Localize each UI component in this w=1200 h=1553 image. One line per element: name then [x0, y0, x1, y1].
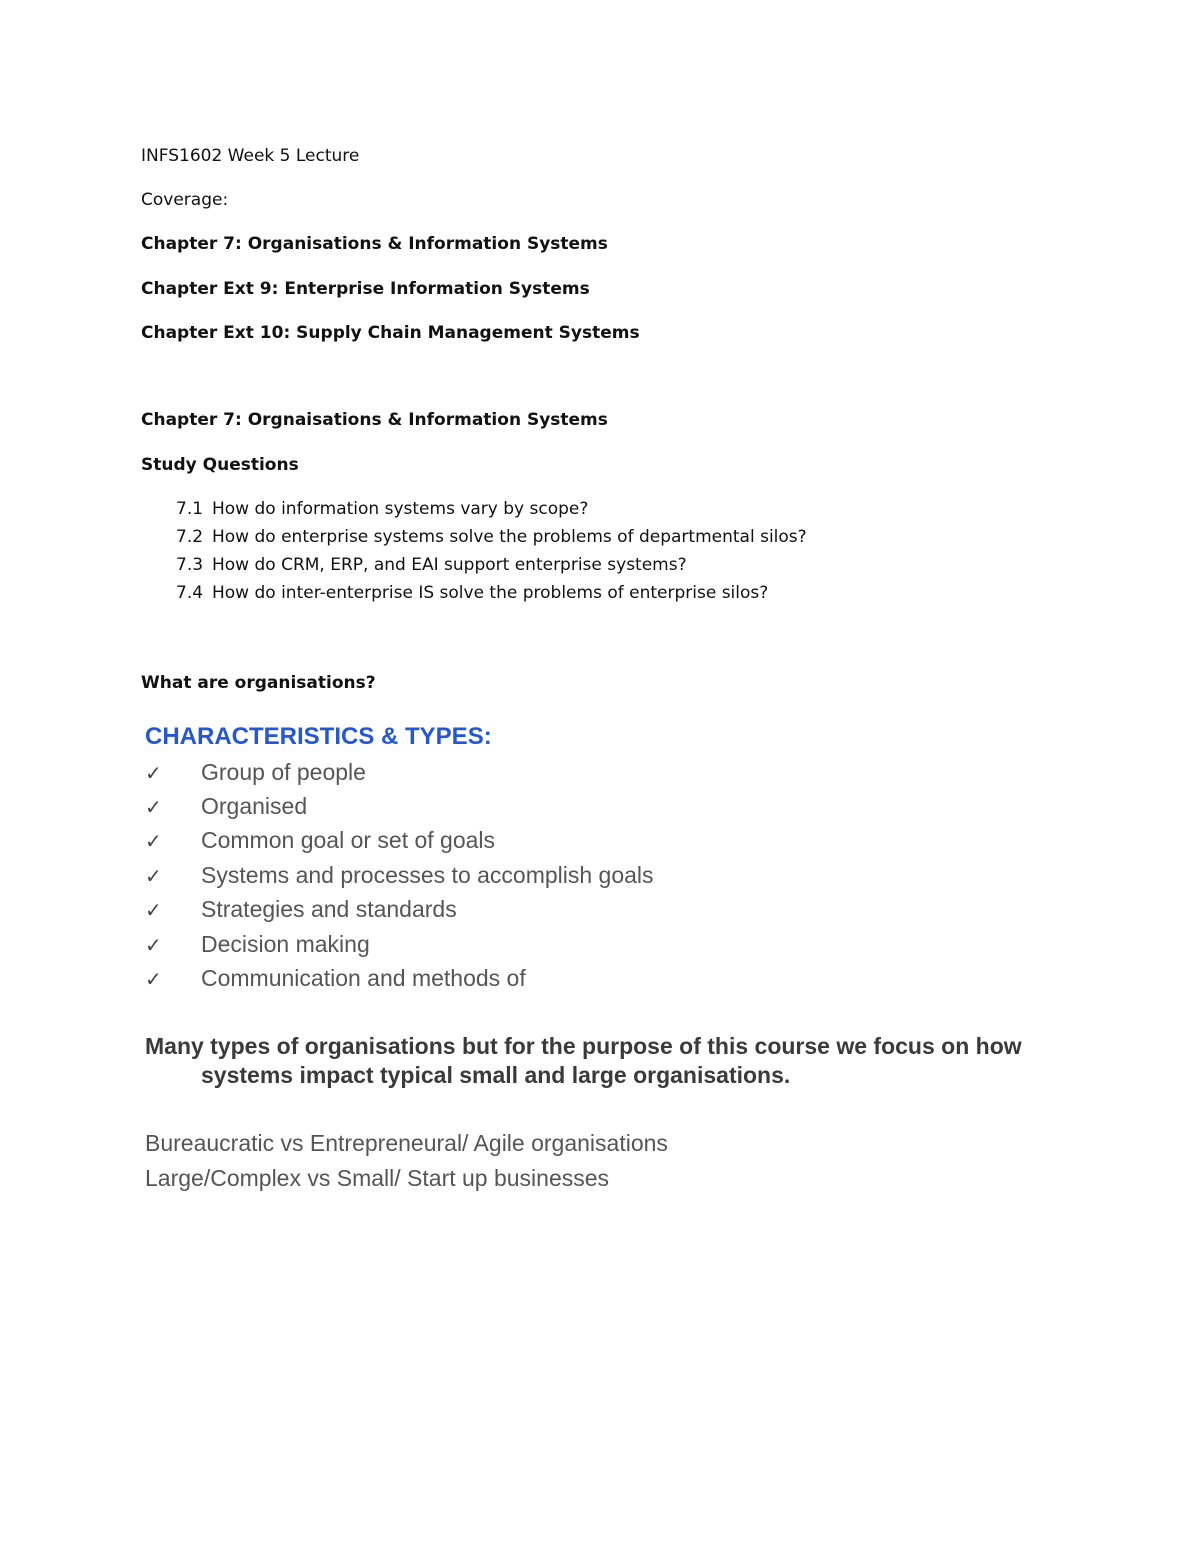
section-heading: Chapter 7: Orgnaisations & Information Systems	[141, 410, 608, 430]
study-questions-label: Study Questions	[141, 455, 299, 475]
what-heading: What are organisations?	[141, 673, 376, 693]
focus-paragraph-line: systems impact typical small and large organisations.	[201, 1062, 791, 1088]
check-icon: ✓	[145, 898, 162, 922]
check-item-label: Organised	[201, 793, 308, 819]
question-text: How do CRM, ERP, and EAI support enterprise systems?	[212, 555, 687, 575]
question-text: How do enterprise systems solve the problems of departmental silos?	[212, 527, 807, 547]
question-number: 7.2	[176, 527, 204, 547]
question-number: 7.3	[176, 555, 204, 575]
check-item	[145, 792, 307, 821]
coverage-item: Chapter 7: Organisations & Information Systems	[141, 234, 608, 254]
coverage-item: Chapter Ext 9: Enterprise Information Systems	[141, 279, 590, 299]
focus-paragraph-line: Many types of organisations but for the purpose of this course we focus on how	[145, 1033, 1022, 1059]
check-icon: ✓	[145, 864, 162, 888]
check-item	[145, 930, 370, 959]
check-item	[145, 861, 654, 890]
check-icon: ✓	[145, 967, 162, 991]
study-question	[176, 582, 768, 604]
coverage-item: Chapter Ext 10: Supply Chain Management Systems	[141, 323, 640, 343]
coverage-label: Coverage:	[141, 190, 229, 210]
check-item-label: Decision making	[201, 931, 370, 957]
question-number: 7.4	[176, 583, 204, 603]
study-question	[176, 526, 807, 548]
check-icon: ✓	[145, 933, 162, 957]
slide-heading: CHARACTERISTICS & TYPES:	[145, 723, 492, 750]
check-item-label: Group of people	[201, 759, 366, 785]
question-text: How do inter-enterprise IS solve the problems of enterprise silos?	[212, 583, 769, 603]
document-title: INFS1602 Week 5 Lecture	[141, 146, 360, 166]
check-item	[145, 895, 457, 924]
check-item-label: Strategies and standards	[201, 896, 457, 922]
check-item	[145, 964, 526, 993]
question-text: How do information systems vary by scope?	[212, 499, 589, 519]
check-icon: ✓	[145, 829, 162, 853]
check-icon: ✓	[145, 761, 162, 785]
check-item	[145, 826, 495, 855]
check-item	[145, 758, 366, 787]
check-icon: ✓	[145, 795, 162, 819]
check-item-label: Communication and methods of	[201, 965, 526, 991]
comparison-line: Large/Complex vs Small/ Start up businesses	[145, 1165, 610, 1191]
study-question	[176, 498, 588, 520]
focus-paragraph	[145, 1032, 1022, 1090]
question-number: 7.1	[176, 499, 204, 519]
study-question	[176, 554, 687, 576]
check-item-label: Systems and processes to accomplish goals	[201, 862, 654, 888]
comparison-line: Bureaucratic vs Entrepreneural/ Agile organisations	[145, 1130, 668, 1156]
check-item-label: Common goal or set of goals	[201, 827, 496, 853]
